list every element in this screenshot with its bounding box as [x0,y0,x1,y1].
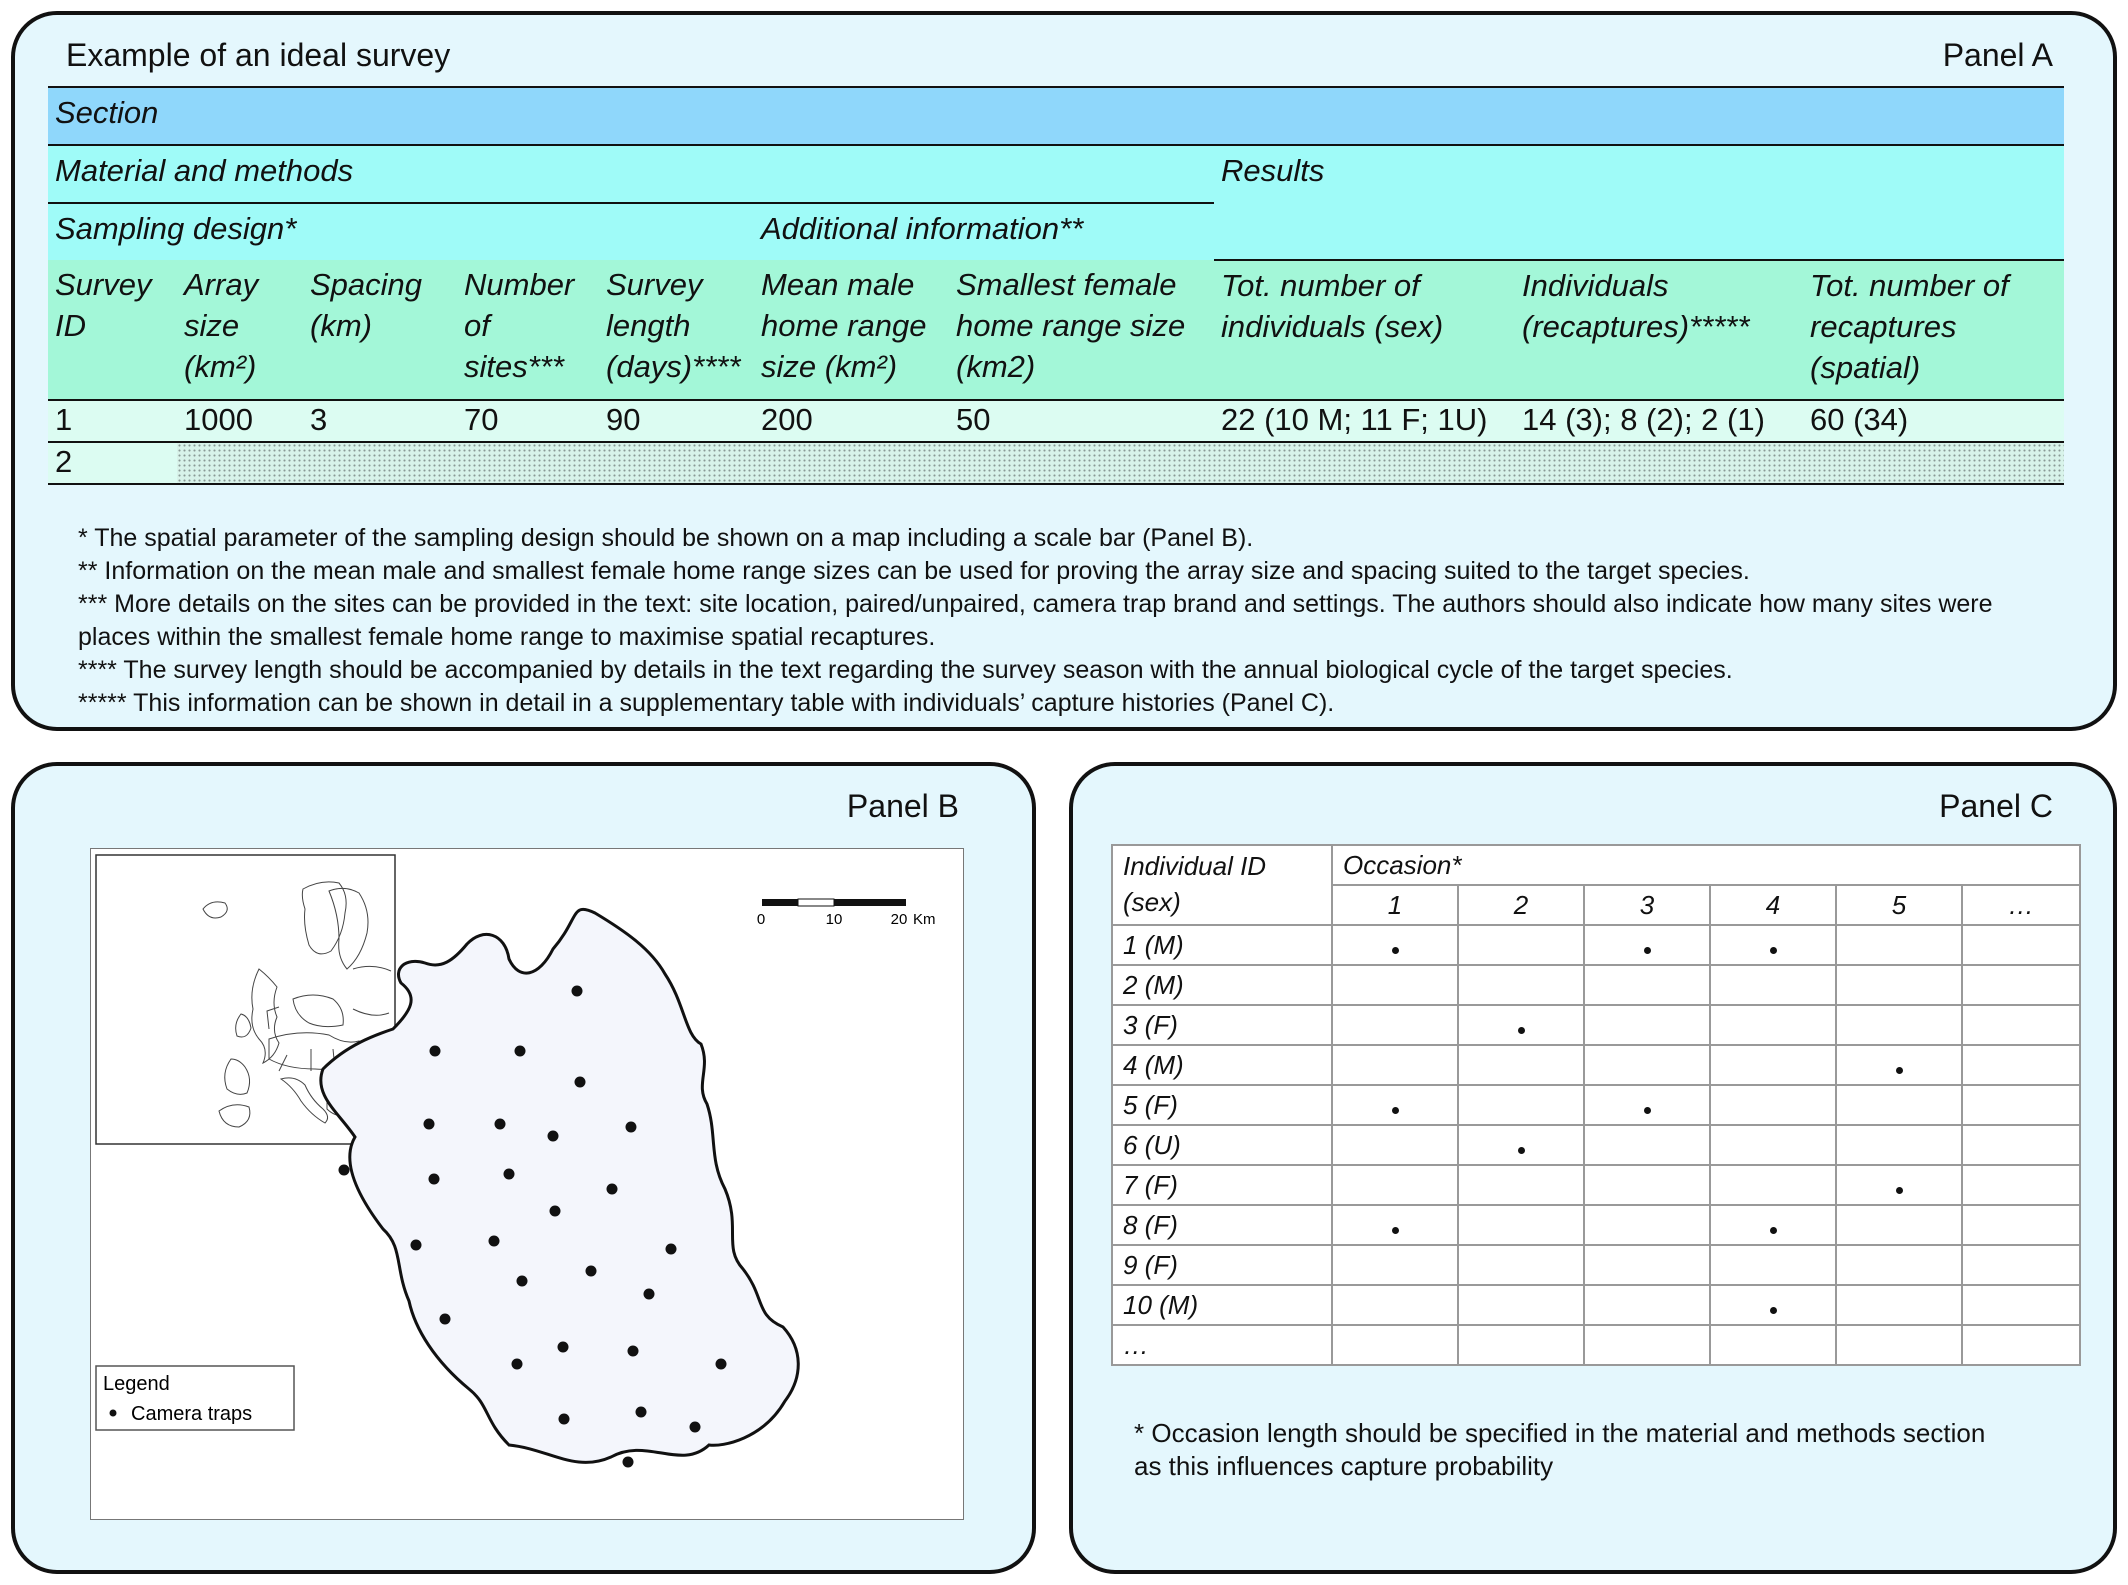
occasion-number: 2 [1458,885,1584,925]
capture-cell [1710,1125,1836,1165]
camera-trap [628,1346,639,1357]
individual-id: 9 (F) [1112,1245,1332,1285]
panel-c [1069,762,2117,1574]
capture-cell [1836,965,1962,1005]
table-row [1112,1205,2080,1245]
capture-cell [1836,1125,1962,1165]
camera-trap [339,1165,350,1176]
column-header-line: Smallest female [956,267,1177,302]
footnote: *** More details on the sites can be provided in the text: site location, paired/unpaired, camera trap brand and settings. The authors should also indicate how many sites were places within the smallest female home range to maximise spatial recaptures. [78,590,1993,651]
capture-cell [1836,1165,1962,1205]
capture-cell [1836,1285,1962,1325]
table-row [1112,1245,2080,1285]
camera-trap [424,1119,435,1130]
capture-dot-icon [1644,947,1651,954]
column-header-line: individuals (sex) [1221,309,1444,344]
occasion-header-row [1112,845,2080,885]
capture-cell [1332,1325,1458,1365]
column-header-1 [177,260,303,400]
camera-trap [575,1077,586,1088]
table-row [1112,1125,2080,1165]
panel-c-note-line-1: * Occasion length should be specified in the material and methods section [1134,1418,1986,1448]
camera-trap [550,1206,561,1217]
map-legend [96,1366,294,1430]
capture-cell [1458,1285,1584,1325]
capture-cell [1458,925,1584,965]
capture-dot-icon [1392,1227,1399,1234]
capture-cell [1332,1005,1458,1045]
capture-dot-icon [1770,947,1777,954]
column-header-5 [754,260,949,400]
capture-cell [1332,1285,1458,1325]
capture-dot-icon [1392,1107,1399,1114]
individual-id: … [1112,1325,1332,1365]
table-row [1112,1285,2080,1325]
column-header-line: (km2) [956,349,1036,384]
column-header-line: Array [184,267,259,302]
capture-cell [1710,1045,1836,1085]
column-header-line: sites*** [464,349,564,384]
section-header: Section [48,87,2064,145]
capture-cell [1458,1325,1584,1365]
capture-cell [1962,1325,2080,1365]
capture-dot-icon [1896,1067,1903,1074]
capture-dot-icon [1518,1147,1525,1154]
individual-id: 5 (F) [1112,1085,1332,1125]
capture-cell [1962,1005,2080,1045]
column-header-3 [457,260,599,400]
column-header-9 [1803,260,2064,400]
capture-cell [1962,1045,2080,1085]
scale-tick-20: 20 [890,911,908,928]
column-header-6 [949,260,1214,400]
row-1-cell: 1000 [177,400,303,442]
occasion-number: 4 [1710,885,1836,925]
column-header-line: home range [761,308,927,343]
row-1-cell: 90 [599,400,754,442]
capture-cell [1458,1005,1584,1045]
camera-trap [548,1131,559,1142]
column-header-line: Survey [55,267,152,302]
panel-c-note-line-2: as this influences capture probability [1134,1451,1554,1481]
capture-cell [1962,1085,2080,1125]
individual-id: 1 (M) [1112,925,1332,965]
capture-cell [1710,1205,1836,1245]
camera-trap [586,1266,597,1277]
column-header-line: (spatial) [1810,350,1921,385]
table-row [1112,1085,2080,1125]
capture-cell [1710,1165,1836,1205]
row-1-cell: 22 (10 M; 11 F; 1U) [1214,400,1515,442]
row-1-cell: 3 [303,400,457,442]
capture-rows [1112,925,2080,1365]
individual-id-header [1112,845,1332,925]
footnote: ***** This information can be shown in detail in a supplementary table with individuals’ capture histories (Panel C). [78,689,1335,717]
camera-trap [558,1342,569,1353]
column-header-line: Spacing [310,267,423,302]
header-id-line-1: Individual ID [1123,851,1267,881]
capture-cell [1962,1285,2080,1325]
column-header-line: Tot. number of [1221,268,1420,303]
panel-a-footnotes [78,522,2068,720]
panel-c-footnote [1134,1417,2064,1483]
column-header-line: Mean male [761,267,915,302]
capture-cell [1962,965,2080,1005]
capture-cell [1710,1325,1836,1365]
capture-cell [1332,965,1458,1005]
column-header-line: Number [464,267,575,302]
camera-trap [515,1046,526,1057]
capture-cell [1584,925,1710,965]
capture-cell [1962,1125,2080,1165]
capture-cell [1710,965,1836,1005]
capture-cell [1458,1205,1584,1245]
column-header-7 [1214,260,1515,400]
camera-trap [559,1414,570,1425]
panel-b-label: Panel B [846,788,959,824]
capture-cell [1584,965,1710,1005]
camera-trap [517,1276,528,1287]
column-header-line: home range size [956,308,1186,343]
map-svg [91,849,963,1519]
panel-a-label: Panel A [1942,37,2053,73]
occasion-number: 1 [1332,885,1458,925]
occasion-number: … [1962,885,2080,925]
panel-a-title: Example of an ideal survey [66,37,451,73]
sampling-design-header: Sampling design* [48,203,754,260]
table-row [1112,1325,2080,1365]
column-header-line: size (km²) [761,349,898,384]
individual-id: 6 (U) [1112,1125,1332,1165]
capture-cell [1962,925,2080,965]
row-1-cell: 14 (3); 8 (2); 2 (1) [1515,400,1803,442]
scale-bar [757,899,936,928]
capture-cell [1962,1245,2080,1285]
camera-trap [690,1422,701,1433]
row-1-cell: 60 (34) [1803,400,2064,442]
capture-cell [1332,1245,1458,1285]
column-header-4 [599,260,754,400]
table-row [1112,1045,2080,1085]
capture-cell [1584,1245,1710,1285]
column-header-line: recaptures [1810,309,1957,344]
capture-cell [1332,1045,1458,1085]
column-header-row [48,260,2064,400]
capture-cell [1710,1285,1836,1325]
footnote: **** The survey length should be accompanied by details in the text regarding the survey season with the annual biological cycle of the target species. [78,656,1733,684]
capture-cell [1332,925,1458,965]
camera-trap [495,1119,506,1130]
panel-a [11,11,2117,731]
capture-cell [1962,1205,2080,1245]
row-1-cell: 50 [949,400,1214,442]
capture-cell [1584,1205,1710,1245]
capture-cell [1584,1325,1710,1365]
column-header-0 [48,260,177,400]
row-1-cell: 200 [754,400,949,442]
capture-cell [1332,1125,1458,1165]
capture-cell [1458,1085,1584,1125]
column-header-line: Tot. number of [1810,268,2009,303]
capture-cell [1710,1245,1836,1285]
capture-cell [1836,925,1962,965]
column-header-line: Individuals [1522,268,1669,303]
column-header-line: Survey [606,267,703,302]
capture-cell [1332,1205,1458,1245]
column-header-line: size [184,308,240,343]
capture-cell [1584,1165,1710,1205]
capture-cell [1710,1005,1836,1045]
scale-unit: Km [913,911,936,928]
scale-tick-10: 10 [825,911,843,928]
panel-c-label: Panel C [1939,788,2053,824]
individual-id: 2 (M) [1112,965,1332,1005]
row-1-cell: 70 [457,400,599,442]
capture-cell [1458,1245,1584,1285]
capture-cell [1962,1165,2080,1205]
footnote: * The spatial parameter of the sampling design should be shown on a map including a scale bar (Panel B). [78,524,1254,552]
capture-cell [1458,1045,1584,1085]
material-methods-header: Material and methods [48,145,1214,203]
legend-title: Legend [103,1373,170,1395]
column-header-line: (km) [310,308,372,343]
occasion-number: 5 [1836,885,1962,925]
capture-cell [1458,1165,1584,1205]
capture-dot-icon [1770,1227,1777,1234]
capture-dot-icon [1392,947,1399,954]
individual-id: 8 (F) [1112,1205,1332,1245]
camera-trap [716,1359,727,1370]
capture-cell [1584,1085,1710,1125]
capture-cell [1836,1005,1962,1045]
individual-id: 7 (F) [1112,1165,1332,1205]
camera-trap [429,1174,440,1185]
camera-trap [411,1240,422,1251]
camera-trap [623,1457,634,1468]
capture-cell [1836,1045,1962,1085]
capture-dot-icon [1644,1107,1651,1114]
camera-trap [644,1289,655,1300]
table-row [48,400,2064,442]
capture-cell [1584,1125,1710,1165]
table-row [1112,1005,2080,1045]
row-2-id: 2 [48,442,177,484]
capture-cell [1458,1125,1584,1165]
header-id-line-2: (sex) [1123,887,1181,917]
camera-trap [504,1169,515,1180]
column-header-line: ID [55,308,86,343]
additional-info-header: Additional information** [754,203,1214,260]
camera-trap [512,1359,523,1370]
capture-cell [1836,1085,1962,1125]
capture-cell [1836,1325,1962,1365]
table-row [1112,1165,2080,1205]
capture-cell [1332,1165,1458,1205]
column-header-line: (recaptures)***** [1522,309,1750,344]
capture-cell [1710,1085,1836,1125]
occasion-number: 3 [1584,885,1710,925]
results-header: Results [1214,145,2064,260]
occasion-header: Occasion* [1332,845,2080,885]
table-row [1112,965,2080,1005]
table-row [1112,925,2080,965]
camera-trap [607,1184,618,1195]
legend-dot-icon [110,1410,117,1417]
capture-cell [1332,1085,1458,1125]
individual-id: 4 (M) [1112,1045,1332,1085]
capture-cell [1836,1205,1962,1245]
column-header-2 [303,260,457,400]
survey-map [90,848,964,1520]
capture-dot-icon [1770,1307,1777,1314]
column-header-line: length [606,308,691,343]
capture-history-table [1111,844,2081,1366]
column-header-8 [1515,260,1803,400]
row-2-placeholder [177,442,2064,484]
camera-trap [430,1046,441,1057]
capture-dot-icon [1896,1187,1903,1194]
camera-trap [626,1122,637,1133]
capture-cell [1836,1245,1962,1285]
capture-cell [1584,1285,1710,1325]
panel-b [11,762,1036,1574]
legend-item-camera-traps: Camera traps [131,1403,253,1425]
camera-trap [636,1407,647,1418]
capture-cell [1710,925,1836,965]
column-header-line: of [464,308,490,343]
capture-cell [1584,1005,1710,1045]
capture-dot-icon [1518,1027,1525,1034]
column-header-line: (days)**** [606,349,741,384]
camera-trap [489,1236,500,1247]
individual-id: 3 (F) [1112,1005,1332,1045]
capture-cell [1458,965,1584,1005]
camera-trap [572,986,583,997]
camera-trap [440,1314,451,1325]
individual-id: 10 (M) [1112,1285,1332,1325]
camera-trap [666,1244,677,1255]
row-1-cell: 1 [48,400,177,442]
table-row [48,442,2064,484]
survey-table [48,86,2064,485]
capture-cell [1584,1045,1710,1085]
footnote: ** Information on the mean male and smallest female home range sizes can be used for proving the array size and spacing suited to the target species. [78,557,1750,585]
column-header-line: (km²) [184,349,257,384]
scale-tick-0: 0 [756,911,766,928]
